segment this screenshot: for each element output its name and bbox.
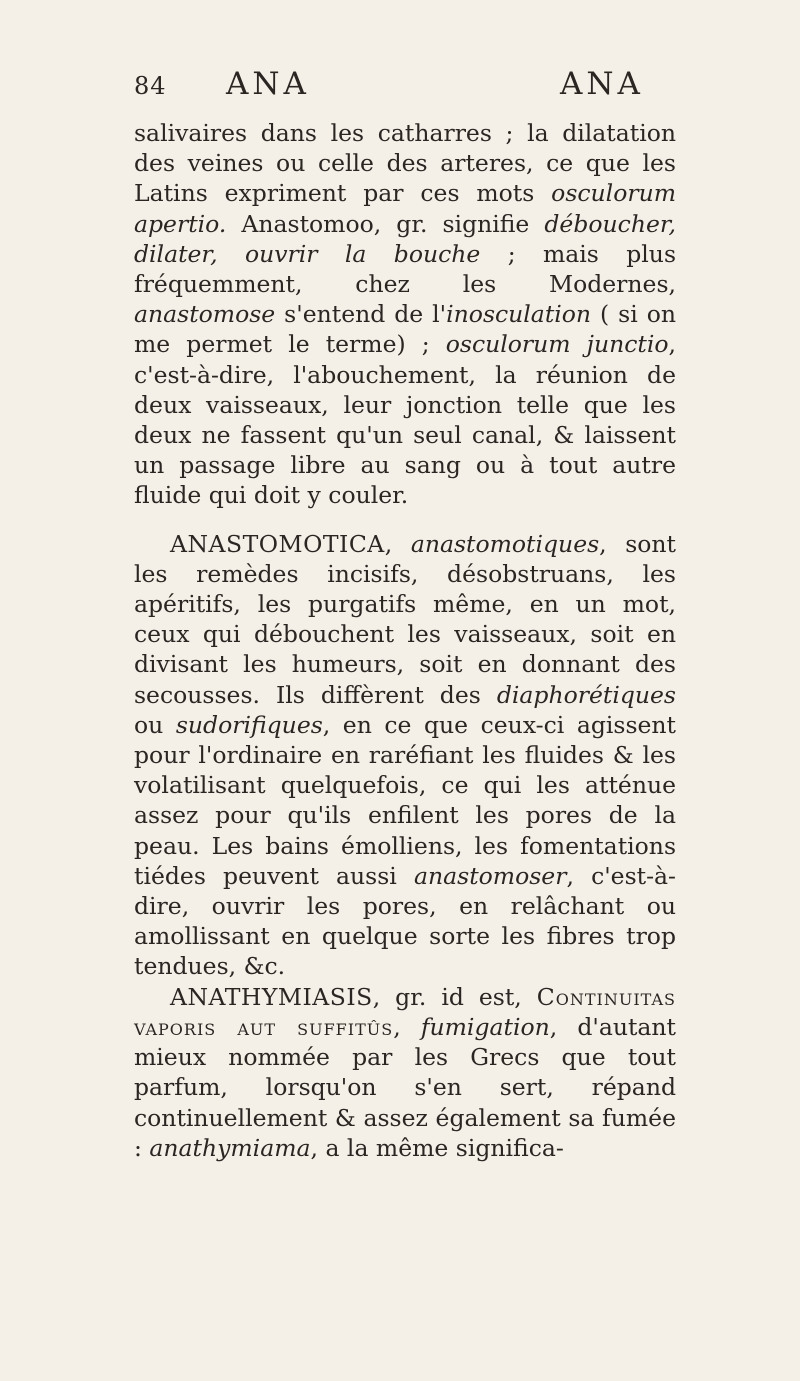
text-run: ou [134, 710, 176, 739]
term-italic: diaphorétiques [496, 680, 676, 709]
text-run: , c'est-à-dire, l'abouchement, la réunion de deux vaisseaux, leur jonction telle que les deux ne fassent qu'un seul canal, & laissent un passage libre au sang ou à tout autre fluide qui doit y couler. [134, 330, 676, 510]
entry-headword: ANATHYMIASIS [170, 982, 373, 1011]
latin-term: osculorum junctio [445, 330, 669, 359]
text-run: , a la même significa- [310, 1133, 564, 1162]
entry-anathymiasis [134, 982, 676, 1163]
term-italic: sudorifiques [175, 710, 323, 739]
paragraph-anastomose-continued [134, 118, 676, 511]
entry-headword: ANASTOMOTICA [170, 529, 385, 558]
term-italic: anathymiama [149, 1133, 311, 1162]
text-run: , [384, 529, 411, 558]
text-run: , sont les remèdes incisifs, désobstruans, les apéritifs, les purgatifs même, en un mot, ceux qui débouchent les vaisseaux, soit en divisant les humeurs, soit en donnant des secousses. Ils diffèrent des [134, 529, 676, 709]
page-header [134, 66, 676, 116]
text-run: Anastomoo, gr. signifie [226, 209, 545, 238]
text-run: ( si on me permet le terme) ; [134, 300, 676, 359]
text-run: , d'autant mieux nommée par les Grecs que tout parfum, lorsqu'on s'en sert, répand continuellement & assez également sa fumée : [134, 1012, 676, 1162]
term-italic: anastomotiques [410, 529, 600, 558]
text-run: , c'est-à-dire, ouvrir les pores, en relâchant ou amollissant en quelque sorte les fibres trop tendues, &c. [134, 861, 676, 981]
text-run: ; mais plus fréquemment, chez les Modernes, [134, 239, 676, 299]
text-run: s'entend de l' [275, 300, 447, 329]
latin-term: osculorum apertio. [134, 179, 676, 238]
term-italic: inosculation [446, 300, 592, 329]
text-run: , en ce que ceux-ci agissent pour l'ordinaire en raréfiant les fluides & les volatilisant quelquefois, ce qui les atténue assez pour qu'ils enfilent les pores de la peau. Les bains émolliens, les fomentations tiédes peuvent aussi [134, 710, 676, 890]
definition-italic: déboucher, dilater, ouvrir la bouche [134, 209, 676, 268]
text-run: , [393, 1012, 421, 1041]
running-head-left: ANA [226, 66, 310, 102]
text-run: , gr. id est, [372, 982, 537, 1011]
text-run: salivaires dans les catharres ; la dilatation des veines ou celle des arteres, ce que les Latins expriment par ces mots [134, 119, 676, 208]
latin-small-caps: Continuitas vaporis aut suffitûs [134, 982, 676, 1041]
term-italic: anastomose [134, 300, 276, 329]
body-text [134, 118, 676, 1163]
page-number: 84 [134, 72, 167, 100]
entry-anastomotica [134, 529, 676, 982]
running-head-right: ANA [560, 66, 644, 102]
term-italic: anastomoser [413, 861, 567, 890]
term-italic: fumigation [420, 1012, 550, 1041]
